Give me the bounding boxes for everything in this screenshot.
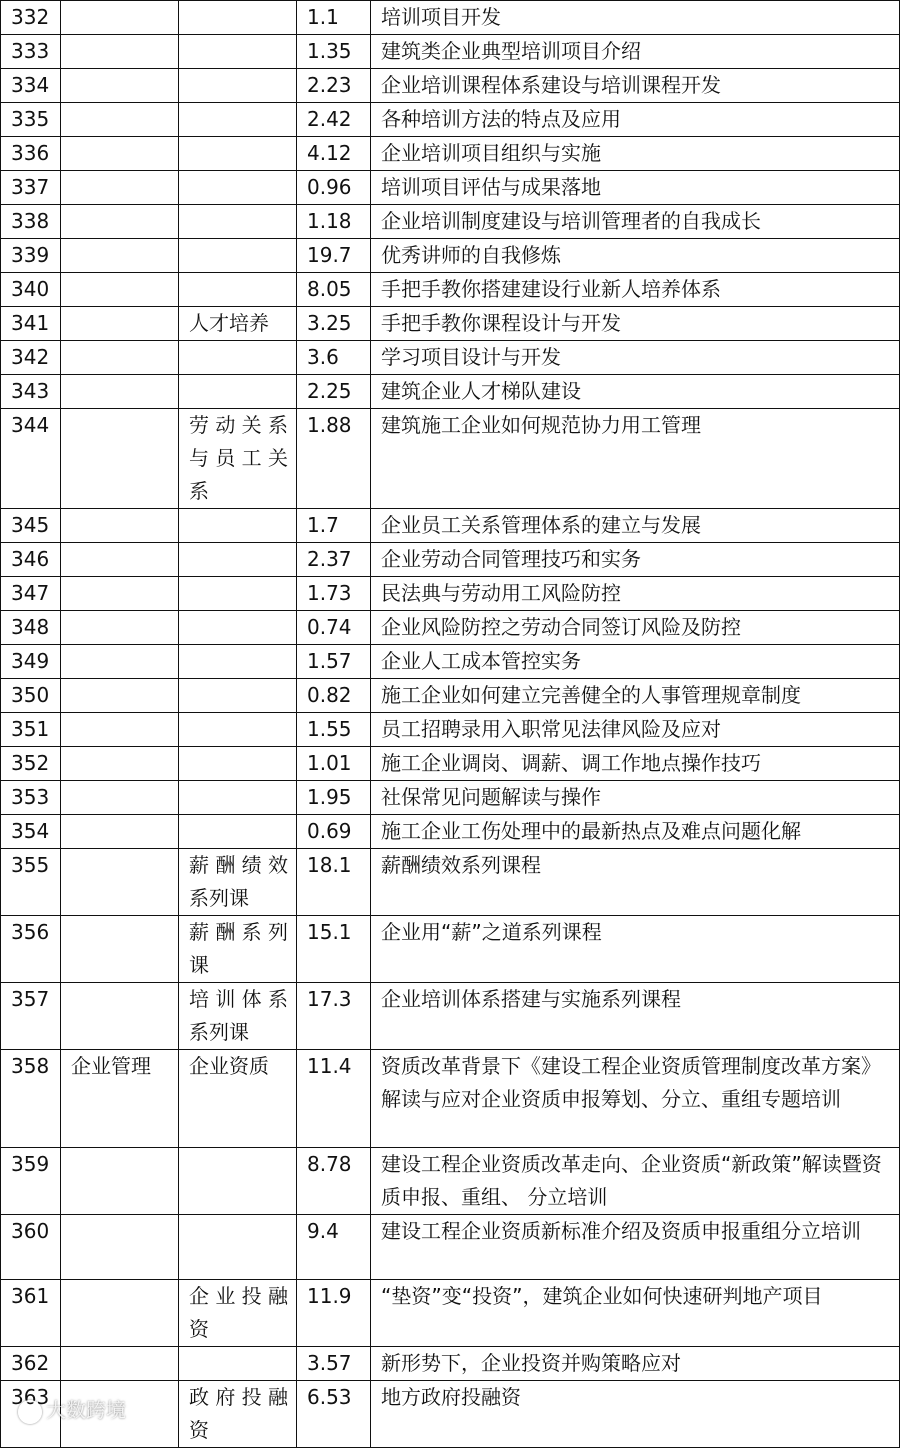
category-cell: [61, 645, 179, 679]
subcategory-cell: [179, 205, 297, 239]
table-row: [1, 509, 900, 543]
table-row: [1, 543, 900, 577]
course-title-cell: 企业人工成本管控实务: [371, 645, 900, 679]
subcategory-cell: [179, 815, 297, 849]
course-title-cell: 施工企业调岗、调薪、调工作地点操作技巧: [371, 747, 900, 781]
watermark-text: 大数跨境: [46, 1398, 126, 1422]
category-cell: [61, 375, 179, 409]
course-title-cell: 学习项目设计与开发: [371, 341, 900, 375]
course-table-body: [1, 1, 900, 1448]
subcategory-cell: [179, 645, 297, 679]
course-title-cell: 企业风险防控之劳动合同签订风险及防控: [371, 611, 900, 645]
hours-cell: 0.69: [297, 815, 371, 849]
row-id: 343: [1, 375, 61, 409]
course-title-cell: 各种培训方法的特点及应用: [371, 103, 900, 137]
row-id: 338: [1, 205, 61, 239]
category-cell: [61, 1215, 179, 1280]
category-cell: [61, 1381, 179, 1448]
row-id: 341: [1, 307, 61, 341]
row-id: 334: [1, 69, 61, 103]
hours-cell: 11.4: [297, 1050, 371, 1148]
hours-cell: 1.35: [297, 35, 371, 69]
subcategory-cell: [179, 781, 297, 815]
category-cell: [61, 1347, 179, 1381]
subcategory-cell: [179, 103, 297, 137]
hours-cell: 8.78: [297, 1148, 371, 1215]
hours-cell: 2.42: [297, 103, 371, 137]
category-cell: [61, 679, 179, 713]
hours-cell: 11.9: [297, 1280, 371, 1347]
course-title-cell: 企业培训体系搭建与实施系列课程: [371, 983, 900, 1050]
course-title-cell: 培训项目开发: [371, 1, 900, 35]
course-title-cell: 施工企业工伤处理中的最新热点及难点问题化解: [371, 815, 900, 849]
course-title-cell: 建筑企业人才梯队建设: [371, 375, 900, 409]
category-cell: [61, 916, 179, 983]
table-row: [1, 1280, 900, 1347]
category-cell: [61, 239, 179, 273]
row-id: 357: [1, 983, 61, 1050]
table-row: [1, 679, 900, 713]
category-cell: [61, 205, 179, 239]
hours-cell: 1.18: [297, 205, 371, 239]
category-cell: 企业管理: [61, 1050, 179, 1148]
hours-cell: 3.6: [297, 341, 371, 375]
row-id: 335: [1, 103, 61, 137]
row-id: 354: [1, 815, 61, 849]
row-id: 336: [1, 137, 61, 171]
hours-cell: 9.4: [297, 1215, 371, 1280]
subcategory-cell: [179, 1215, 297, 1280]
subcategory-cell: [179, 273, 297, 307]
course-title-cell: 建设工程企业资质新标准介绍及资质申报重组分立培训: [371, 1215, 900, 1280]
course-title-cell: 企业培训项目组织与实施: [371, 137, 900, 171]
row-id: 359: [1, 1148, 61, 1215]
category-cell: [61, 849, 179, 916]
category-cell: [61, 815, 179, 849]
category-cell: [61, 577, 179, 611]
subcategory-cell: [179, 1347, 297, 1381]
category-cell: [61, 35, 179, 69]
course-title-cell: 员工招聘录用入职常见法律风险及应对: [371, 713, 900, 747]
subcategory-cell: [179, 341, 297, 375]
subcategory-cell: [179, 1148, 297, 1215]
hours-cell: 3.25: [297, 307, 371, 341]
table-row: [1, 916, 900, 983]
row-id: 337: [1, 171, 61, 205]
subcategory-cell: 人才培养: [179, 307, 297, 341]
category-cell: [61, 1, 179, 35]
row-id: 351: [1, 713, 61, 747]
subcategory-cell: [179, 679, 297, 713]
table-row: [1, 171, 900, 205]
category-cell: [61, 273, 179, 307]
row-id: 350: [1, 679, 61, 713]
hours-cell: 1.01: [297, 747, 371, 781]
hours-cell: 3.57: [297, 1347, 371, 1381]
hours-cell: 0.74: [297, 611, 371, 645]
row-id: 355: [1, 849, 61, 916]
category-cell: [61, 307, 179, 341]
subcategory-cell: 企业资质: [179, 1050, 297, 1148]
course-title-cell: 建设工程企业资质改革走向、企业资质“新政策”解读暨资质申报、重组、 分立培训: [371, 1148, 900, 1215]
subcategory-cell: [179, 509, 297, 543]
course-title-cell: 建筑施工企业如何规范协力用工管理: [371, 409, 900, 509]
table-row: [1, 1347, 900, 1381]
row-id: 345: [1, 509, 61, 543]
table-row: [1, 69, 900, 103]
course-title-cell: 企业培训制度建设与培训管理者的自我成长: [371, 205, 900, 239]
category-cell: [61, 69, 179, 103]
category-cell: [61, 171, 179, 205]
subcategory-cell: [179, 35, 297, 69]
category-cell: [61, 543, 179, 577]
row-id: 362: [1, 1347, 61, 1381]
hours-cell: 1.1: [297, 1, 371, 35]
hours-cell: 6.53: [297, 1381, 371, 1448]
hours-cell: 0.96: [297, 171, 371, 205]
table-row: [1, 983, 900, 1050]
course-title-cell: “垫资”变“投资”，建筑企业如何快速研判地产项目: [371, 1280, 900, 1347]
row-id: 347: [1, 577, 61, 611]
subcategory-cell: [179, 1, 297, 35]
row-id: 348: [1, 611, 61, 645]
hours-cell: 0.82: [297, 679, 371, 713]
row-id: 363: [1, 1381, 61, 1448]
category-cell: [61, 137, 179, 171]
row-id: 358: [1, 1050, 61, 1148]
row-id: 342: [1, 341, 61, 375]
row-id: 352: [1, 747, 61, 781]
hours-cell: 4.12: [297, 137, 371, 171]
row-id: 340: [1, 273, 61, 307]
subcategory-cell: [179, 137, 297, 171]
hours-cell: 19.7: [297, 239, 371, 273]
table-row: [1, 205, 900, 239]
table-row: [1, 645, 900, 679]
subcategory-cell: [179, 69, 297, 103]
subcategory-cell: 薪酬系列课: [179, 916, 297, 983]
table-row: [1, 1050, 900, 1148]
row-id: 346: [1, 543, 61, 577]
course-title-cell: 企业劳动合同管理技巧和实务: [371, 543, 900, 577]
category-cell: [61, 509, 179, 543]
row-id: 349: [1, 645, 61, 679]
table-row: [1, 1148, 900, 1215]
row-id: 356: [1, 916, 61, 983]
table-row: [1, 375, 900, 409]
hours-cell: 2.25: [297, 375, 371, 409]
subcategory-cell: [179, 375, 297, 409]
course-title-cell: 手把手教你搭建建设行业新人培养体系: [371, 273, 900, 307]
row-id: 332: [1, 1, 61, 35]
row-id: 361: [1, 1280, 61, 1347]
subcategory-cell: 劳动关系与员工关系: [179, 409, 297, 509]
category-cell: [61, 341, 179, 375]
course-title-cell: 培训项目评估与成果落地: [371, 171, 900, 205]
table-row: [1, 1381, 900, 1448]
subcategory-cell: 薪酬绩效系列课: [179, 849, 297, 916]
category-cell: [61, 409, 179, 509]
course-title-cell: 民法典与劳动用工风险防控: [371, 577, 900, 611]
table-row: [1, 611, 900, 645]
table-row: [1, 747, 900, 781]
subcategory-cell: [179, 611, 297, 645]
course-title-cell: 建筑类企业典型培训项目介绍: [371, 35, 900, 69]
table-row: [1, 35, 900, 69]
course-title-cell: 手把手教你课程设计与开发: [371, 307, 900, 341]
course-title-cell: 优秀讲师的自我修炼: [371, 239, 900, 273]
course-title-cell: 薪酬绩效系列课程: [371, 849, 900, 916]
table-row: [1, 273, 900, 307]
table-row: [1, 341, 900, 375]
category-cell: [61, 781, 179, 815]
row-id: 353: [1, 781, 61, 815]
course-title-cell: 施工企业如何建立完善健全的人事管理规章制度: [371, 679, 900, 713]
subcategory-cell: [179, 577, 297, 611]
table-row: [1, 815, 900, 849]
subcategory-cell: [179, 747, 297, 781]
hours-cell: 1.88: [297, 409, 371, 509]
hours-cell: 15.1: [297, 916, 371, 983]
subcategory-cell: [179, 543, 297, 577]
table-row: [1, 577, 900, 611]
category-cell: [61, 713, 179, 747]
subcategory-cell: [179, 171, 297, 205]
row-id: 344: [1, 409, 61, 509]
table-row: [1, 307, 900, 341]
hours-cell: 1.7: [297, 509, 371, 543]
course-title-cell: 企业员工关系管理体系的建立与发展: [371, 509, 900, 543]
course-title-cell: 企业培训课程体系建设与培训课程开发: [371, 69, 900, 103]
category-cell: [61, 1280, 179, 1347]
hours-cell: 1.73: [297, 577, 371, 611]
table-row: [1, 409, 900, 509]
course-title-cell: 社保常见问题解读与操作: [371, 781, 900, 815]
table-row: [1, 137, 900, 171]
row-id: 339: [1, 239, 61, 273]
table-row: [1, 1, 900, 35]
hours-cell: 2.37: [297, 543, 371, 577]
hours-cell: 1.95: [297, 781, 371, 815]
category-cell: [61, 747, 179, 781]
table-row: [1, 103, 900, 137]
subcategory-cell: [179, 239, 297, 273]
subcategory-cell: 培训体系系列课: [179, 983, 297, 1050]
category-cell: [61, 103, 179, 137]
course-title-cell: 新形势下，企业投资并购策略应对: [371, 1347, 900, 1381]
subcategory-cell: [179, 713, 297, 747]
table-row: [1, 849, 900, 916]
hours-cell: 17.3: [297, 983, 371, 1050]
table-row: [1, 239, 900, 273]
row-id: 333: [1, 35, 61, 69]
course-title-cell: 企业用“薪”之道系列课程: [371, 916, 900, 983]
category-cell: [61, 611, 179, 645]
course-title-cell: 资质改革背景下《建设工程企业资质管理制度改革方案》解读与应对企业资质申报筹划、分立、重组专题培训: [371, 1050, 900, 1148]
row-id: 360: [1, 1215, 61, 1280]
hours-cell: 18.1: [297, 849, 371, 916]
category-cell: [61, 1148, 179, 1215]
hours-cell: 1.57: [297, 645, 371, 679]
category-cell: [61, 983, 179, 1050]
course-title-cell: 地方政府投融资: [371, 1381, 900, 1448]
subcategory-cell: 企业投融资: [179, 1280, 297, 1347]
hours-cell: 8.05: [297, 273, 371, 307]
table-row: [1, 1215, 900, 1280]
table-row: [1, 781, 900, 815]
hours-cell: 1.55: [297, 713, 371, 747]
subcategory-cell: 政府投融资: [179, 1381, 297, 1448]
table-row: [1, 713, 900, 747]
hours-cell: 2.23: [297, 69, 371, 103]
